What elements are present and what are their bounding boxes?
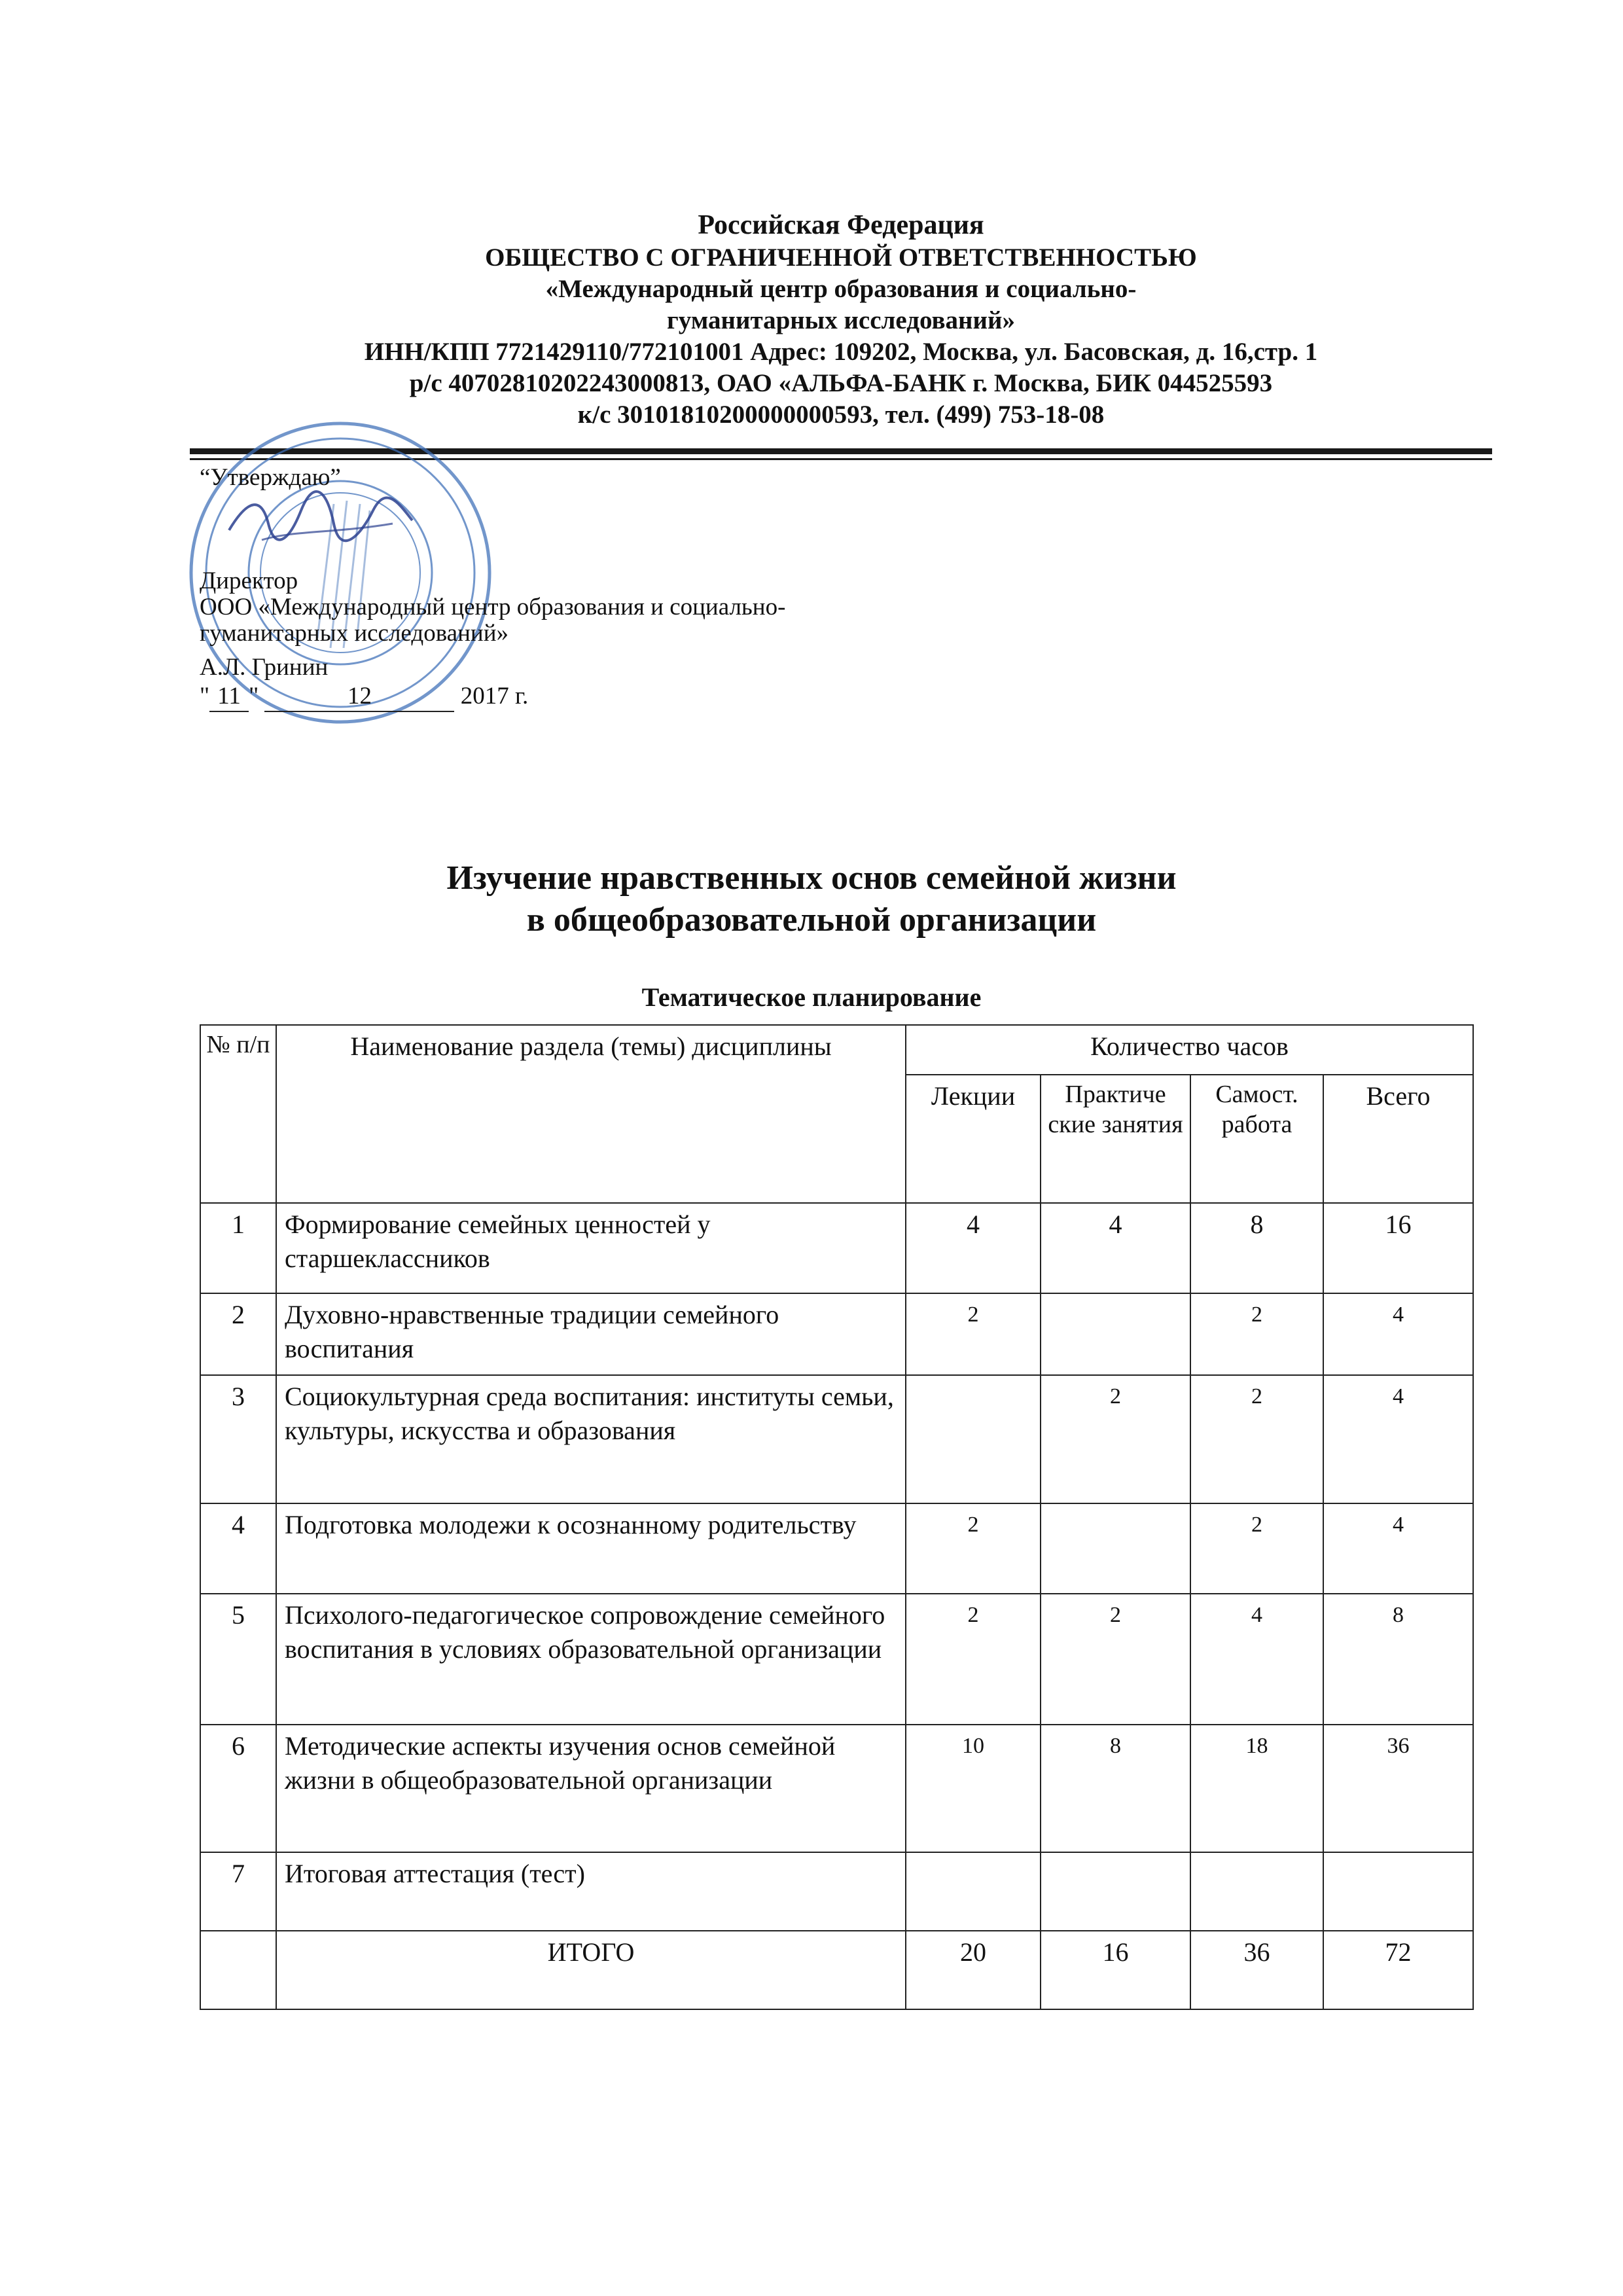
header-total: Всего	[1323, 1075, 1473, 1203]
table-row	[200, 1594, 1473, 1725]
table-caption: Тематическое планирование	[641, 982, 982, 1012]
row-total: 4	[1323, 1375, 1473, 1503]
row-total: 16	[1323, 1203, 1473, 1293]
row-practice: 4	[1041, 1203, 1190, 1293]
row-total: 4	[1323, 1293, 1473, 1375]
date-quote-close: "	[249, 683, 259, 709]
header-practice: Практиче ские занятия	[1041, 1075, 1190, 1203]
letterhead-bank-account: р/с 40702810202243000813, ОАО «АЛЬФА-БАНК г. Москва, БИК 044525593	[409, 369, 1273, 397]
row-num: 3	[200, 1375, 276, 1503]
row-name: Психолого-педагогическое сопровождение семейного воспитания в условиях образовательной организации	[276, 1594, 906, 1725]
row-practice	[1041, 1852, 1190, 1931]
row-name: Подготовка молодежи к осознанному родительству	[276, 1503, 906, 1594]
row-lectures: 2	[906, 1503, 1041, 1594]
row-selfwork: 18	[1190, 1725, 1323, 1852]
header-lectures: Лекции	[906, 1075, 1041, 1203]
row-total: 36	[1323, 1725, 1473, 1852]
letterhead	[190, 208, 1492, 431]
approval-position: Директор	[200, 567, 298, 594]
thematic-plan-table	[200, 1024, 1474, 2010]
row-lectures: 10	[906, 1725, 1041, 1852]
table-row	[200, 1503, 1473, 1594]
approval-org-line-2: гуманитарных исследований»	[200, 620, 509, 647]
table-row	[200, 1725, 1473, 1852]
totals-num	[200, 1931, 276, 2009]
table-header-row-1	[200, 1025, 1473, 1075]
header-name: Наименование раздела (темы) дисциплины	[276, 1025, 906, 1203]
director-signature	[223, 484, 419, 556]
row-lectures: 2	[906, 1293, 1041, 1375]
table-row	[200, 1852, 1473, 1931]
table-totals-row	[200, 1931, 1473, 2009]
document-title-line-1: Изучение нравственных основ семейной жизни	[446, 859, 1177, 897]
row-selfwork: 2	[1190, 1375, 1323, 1503]
letterhead-corr-account: к/с 30101810200000000593, тел. (499) 753-18-08	[577, 401, 1105, 429]
approval-org-line-1: ООО «Международный центр образования и социально-	[200, 594, 786, 620]
row-practice: 8	[1041, 1725, 1190, 1852]
approval-date	[200, 682, 528, 712]
totals-selfwork: 36	[1190, 1931, 1323, 2009]
row-lectures	[906, 1375, 1041, 1503]
table-row	[200, 1203, 1473, 1293]
row-selfwork: 2	[1190, 1293, 1323, 1375]
table-row	[200, 1375, 1473, 1503]
row-lectures: 2	[906, 1594, 1041, 1725]
row-name: Социокультурная среда воспитания: институты семьи, культуры, искусства и образования	[276, 1375, 906, 1503]
row-num: 5	[200, 1594, 276, 1725]
row-num: 1	[200, 1203, 276, 1293]
row-name: Методические аспекты изучения основ семейной жизни в общеобразовательной организации	[276, 1725, 906, 1852]
row-num: 7	[200, 1852, 276, 1931]
date-month: 12	[264, 682, 454, 712]
row-total: 4	[1323, 1503, 1473, 1594]
row-selfwork: 4	[1190, 1594, 1323, 1725]
row-practice: 2	[1041, 1375, 1190, 1503]
letterhead-inn-address: ИНН/КПП 7721429110/772101001 Адрес: 109202, Москва, ул. Басовская, д. 16,стр. 1	[364, 338, 1318, 366]
totals-total: 72	[1323, 1931, 1473, 2009]
document-title-line-2: в общеобразовательной организации	[526, 901, 1097, 939]
row-selfwork: 2	[1190, 1503, 1323, 1594]
totals-label: ИТОГО	[276, 1931, 906, 2009]
totals-lectures: 20	[906, 1931, 1041, 2009]
table-row	[200, 1293, 1473, 1375]
letterhead-country: Российская Федерация	[698, 210, 984, 240]
letterhead-org-name-1: «Международный центр образования и социально-	[545, 275, 1137, 303]
row-total: 8	[1323, 1594, 1473, 1725]
row-lectures: 4	[906, 1203, 1041, 1293]
approval-heading: “Утверждаю”	[200, 464, 341, 491]
row-name: Духовно-нравственные традиции семейного воспитания	[276, 1293, 906, 1375]
row-practice: 2	[1041, 1594, 1190, 1725]
row-num: 2	[200, 1293, 276, 1375]
row-name: Формирование семейных ценностей у старшеклассников	[276, 1203, 906, 1293]
row-practice	[1041, 1293, 1190, 1375]
letterhead-org-type: ОБЩЕСТВО С ОГРАНИЧЕННОЙ ОТВЕТСТВЕННОСТЬЮ	[485, 243, 1197, 272]
date-day: 11	[209, 682, 249, 712]
approval-name: А.Л. Гринин	[200, 654, 329, 681]
row-lectures	[906, 1852, 1041, 1931]
row-practice	[1041, 1503, 1190, 1594]
totals-practice: 16	[1041, 1931, 1190, 2009]
header-hours: Количество часов	[906, 1025, 1473, 1075]
date-quote-open: "	[200, 683, 210, 709]
row-total	[1323, 1852, 1473, 1931]
row-selfwork	[1190, 1852, 1323, 1931]
row-num: 4	[200, 1503, 276, 1594]
header-selfwork: Самост. работа	[1190, 1075, 1323, 1203]
row-name: Итоговая аттестация (тест)	[276, 1852, 906, 1931]
letterhead-org-name-2: гуманитарных исследований»	[667, 306, 1015, 334]
document-title	[0, 857, 1623, 941]
date-year: 2017 г.	[460, 683, 529, 709]
header-num: № п/п	[200, 1025, 276, 1203]
row-num: 6	[200, 1725, 276, 1852]
row-selfwork: 8	[1190, 1203, 1323, 1293]
